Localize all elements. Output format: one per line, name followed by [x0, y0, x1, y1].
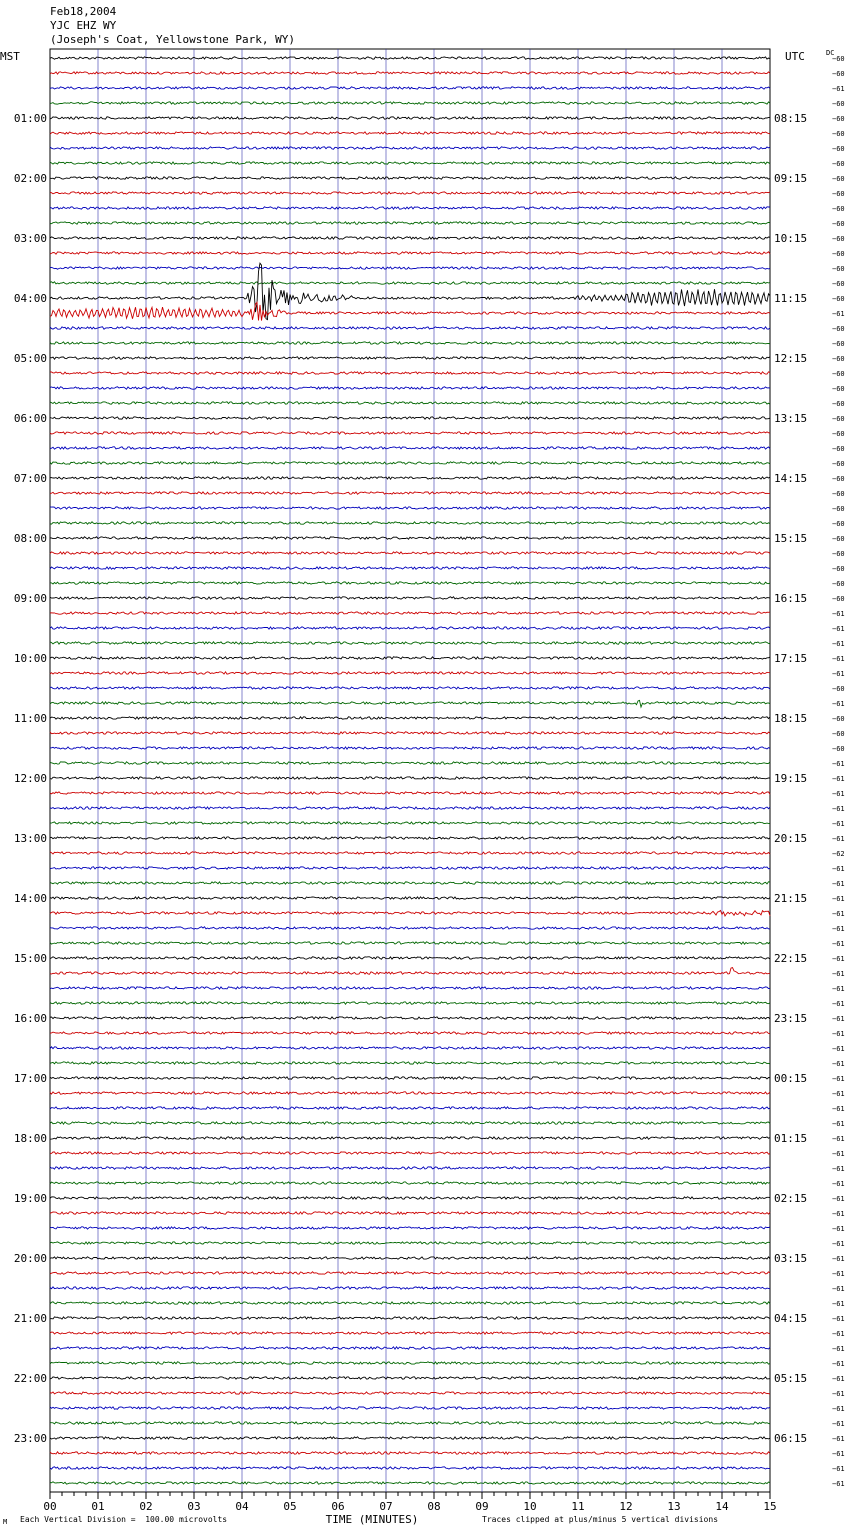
dc-offset-label: −61	[832, 970, 845, 978]
plot-frame	[50, 49, 770, 1492]
x-tick-label: 11	[571, 1500, 585, 1513]
dc-offset-label: −61	[832, 1000, 845, 1008]
trace-line	[50, 1242, 770, 1244]
hour-label-utc: 21:15	[774, 892, 808, 905]
dc-offset-label: −61	[832, 1015, 845, 1023]
trace-line	[50, 1092, 770, 1094]
trace-line	[50, 252, 770, 254]
x-tick-label: 00	[43, 1500, 57, 1513]
dc-offset-label: −62	[832, 850, 845, 858]
trace-line	[50, 1047, 770, 1049]
x-tick-label: 12	[619, 1500, 633, 1513]
x-tick-label: 10	[523, 1500, 537, 1513]
trace-line	[50, 942, 770, 944]
trace-line	[50, 1122, 770, 1124]
trace-line	[50, 882, 770, 884]
dc-offset-label: −60	[832, 370, 845, 378]
trace-line	[50, 192, 770, 194]
dc-offset-label: −61	[832, 1225, 845, 1233]
hour-label-local: 07:00	[13, 472, 47, 485]
dc-offset-label: −60	[832, 160, 845, 168]
trace-line	[50, 222, 770, 224]
trace-line	[50, 1377, 770, 1379]
trace-line	[50, 987, 770, 989]
dc-offset-label: −60	[832, 325, 845, 333]
trace-line	[50, 282, 770, 284]
dc-offset-label: −61	[832, 1405, 845, 1413]
dc-offset-label: −60	[832, 340, 845, 348]
trace-line	[50, 357, 770, 359]
dc-offset-label: −61	[832, 1450, 845, 1458]
hour-label-local: 23:00	[13, 1432, 47, 1445]
trace-line	[50, 447, 770, 449]
trace-line	[50, 1467, 770, 1469]
trace-line	[50, 1107, 770, 1109]
dc-offset-label: −60	[832, 490, 845, 498]
left-axis-title: MST	[0, 50, 20, 63]
dc-offset-label: −60	[832, 415, 845, 423]
trace-line	[50, 1032, 770, 1034]
trace-line	[50, 1407, 770, 1409]
hour-label-local: 13:00	[13, 832, 47, 845]
hour-label-local: 14:00	[13, 892, 47, 905]
trace-line	[50, 1272, 770, 1274]
dc-offset-label: −61	[832, 1030, 845, 1038]
hour-label-utc: 13:15	[774, 412, 808, 425]
trace-line	[50, 537, 770, 539]
trace-line	[50, 642, 770, 644]
hour-label-local: 18:00	[13, 1132, 47, 1145]
trace-line	[50, 342, 770, 344]
dc-offset-label: −60	[832, 355, 845, 363]
dc-offset-label: −60	[832, 130, 845, 138]
trace-line	[50, 567, 770, 569]
dc-offset-label: −61	[832, 1165, 845, 1173]
dc-offset-label: −61	[832, 835, 845, 843]
hour-label-local: 16:00	[13, 1012, 47, 1025]
dc-offset-label: −60	[832, 565, 845, 573]
trace-line	[50, 777, 770, 779]
trace-line	[50, 267, 770, 269]
dc-offset-label: −61	[832, 1330, 845, 1338]
trace-line	[50, 102, 770, 104]
hour-label-utc: 00:15	[774, 1072, 808, 1085]
dc-offset-label: −61	[832, 1105, 845, 1113]
dc-offset-label: −61	[832, 1180, 845, 1188]
hour-label-utc: 03:15	[774, 1252, 808, 1265]
dc-offset-label: −60	[832, 400, 845, 408]
dc-offset-label: −60	[832, 550, 845, 558]
dc-offset-label: −61	[832, 1120, 845, 1128]
trace-line	[50, 1452, 770, 1454]
trace-line	[50, 302, 770, 320]
trace-line	[50, 1482, 770, 1484]
hour-label-utc: 16:15	[774, 592, 808, 605]
dc-offset-label: −60	[832, 730, 845, 738]
trace-line	[50, 1167, 770, 1169]
trace-line	[50, 1362, 770, 1364]
dc-offset-label: −61	[832, 310, 845, 318]
dc-offset-label: −60	[832, 475, 845, 483]
dc-offset-label: −60	[832, 520, 845, 528]
hour-label-local: 21:00	[13, 1312, 47, 1325]
trace-line	[50, 792, 770, 794]
dc-offset-label: −61	[832, 1360, 845, 1368]
trace-line	[50, 1212, 770, 1214]
dc-offset-label: −60	[832, 745, 845, 753]
hour-label-local: 09:00	[13, 592, 47, 605]
trace-line	[50, 897, 770, 899]
dc-offset-label: −60	[832, 280, 845, 288]
trace-line	[50, 1347, 770, 1349]
dc-label: DC	[826, 49, 835, 57]
dc-offset-label: −60	[832, 70, 845, 78]
trace-line	[50, 1317, 770, 1319]
hour-label-local: 01:00	[13, 112, 47, 125]
trace-line	[50, 162, 770, 164]
dc-offset-label: −60	[832, 175, 845, 183]
trace-line	[50, 72, 770, 74]
x-tick-label: 02	[139, 1500, 153, 1513]
x-tick-label: 08	[427, 1500, 441, 1513]
trace-line	[50, 1182, 770, 1184]
trace-line	[50, 867, 770, 869]
hour-label-local: 11:00	[13, 712, 47, 725]
dc-offset-label: −61	[832, 1390, 845, 1398]
x-tick-label: 01	[91, 1500, 105, 1513]
dc-offset-label: −61	[832, 1210, 845, 1218]
dc-offset-label: −61	[832, 910, 845, 918]
trace-line	[50, 57, 770, 59]
trace-line	[50, 807, 770, 809]
trace-line	[50, 432, 770, 434]
trace-line	[50, 1227, 770, 1229]
hour-label-local: 15:00	[13, 952, 47, 965]
dc-offset-label: −61	[832, 1135, 845, 1143]
hour-label-local: 03:00	[13, 232, 47, 245]
trace-line	[50, 911, 770, 917]
dc-offset-label: −61	[832, 820, 845, 828]
dc-offset-label: −61	[832, 895, 845, 903]
trace-line	[50, 327, 770, 329]
trace-line	[50, 402, 770, 404]
trace-line	[50, 687, 770, 689]
dc-offset-label: −60	[832, 190, 845, 198]
dc-offset-label: −61	[832, 1345, 845, 1353]
dc-offset-label: −60	[832, 205, 845, 213]
trace-line	[50, 117, 770, 119]
trace-line	[50, 387, 770, 389]
hour-label-utc: 23:15	[774, 1012, 808, 1025]
dc-offset-label: −61	[832, 880, 845, 888]
trace-line	[50, 177, 770, 179]
dc-offset-label: −61	[832, 1375, 845, 1383]
trace-line	[50, 417, 770, 419]
x-tick-label: 09	[475, 1500, 489, 1513]
dc-offset-label: −60	[832, 145, 845, 153]
dc-offset-label: −61	[832, 1150, 845, 1158]
dc-offset-label: −61	[832, 1060, 845, 1068]
dc-offset-label: −60	[832, 685, 845, 693]
dc-offset-label: −61	[832, 1465, 845, 1473]
dc-offset-label: −61	[832, 1240, 845, 1248]
x-tick-label: 05	[283, 1500, 297, 1513]
trace-line	[50, 717, 770, 719]
hour-label-local: 08:00	[13, 532, 47, 545]
x-tick-label: 07	[379, 1500, 393, 1513]
dc-offset-label: −60	[832, 100, 845, 108]
dc-offset-label: −61	[832, 805, 845, 813]
hour-label-local: 12:00	[13, 772, 47, 785]
trace-line	[50, 492, 770, 494]
hour-label-local: 10:00	[13, 652, 47, 665]
hour-label-utc: 05:15	[774, 1372, 808, 1385]
dc-offset-label: −61	[832, 760, 845, 768]
dc-offset-label: −61	[832, 1420, 845, 1428]
plot-date: Feb18,2004	[50, 5, 117, 18]
trace-line	[50, 837, 770, 839]
dc-offset-label: −60	[832, 505, 845, 513]
hour-label-utc: 08:15	[774, 112, 808, 125]
hour-label-local: 22:00	[13, 1372, 47, 1385]
right-axis-title: UTC	[785, 50, 805, 63]
dc-offset-label: −61	[832, 1090, 845, 1098]
trace-line	[50, 372, 770, 374]
x-tick-label: 13	[667, 1500, 681, 1513]
trace-line	[50, 1002, 770, 1004]
dc-offset-label: −61	[832, 955, 845, 963]
dc-offset-label: −61	[832, 1315, 845, 1323]
dc-offset-label: −61	[832, 865, 845, 873]
dc-offset-label: −61	[832, 640, 845, 648]
trace-line	[50, 87, 770, 89]
dc-offset-label: −61	[832, 925, 845, 933]
trace-line	[50, 1077, 770, 1079]
dc-offset-label: −60	[832, 265, 845, 273]
hour-label-local: 06:00	[13, 412, 47, 425]
hour-label-utc: 18:15	[774, 712, 808, 725]
dc-offset-label: −60	[832, 220, 845, 228]
trace-line	[50, 462, 770, 464]
dc-offset-label: −61	[832, 1435, 845, 1443]
hour-label-local: 05:00	[13, 352, 47, 365]
dc-offset-label: −61	[832, 1285, 845, 1293]
trace-line	[50, 927, 770, 929]
hour-label-utc: 22:15	[774, 952, 808, 965]
dc-offset-label: −60	[832, 250, 845, 258]
station-location: (Joseph's Coat, Yellowstone Park, WY)	[50, 33, 296, 46]
trace-line	[50, 957, 770, 959]
x-tick-label: 03	[187, 1500, 201, 1513]
trace-line	[50, 207, 770, 209]
dc-offset-label: −61	[832, 625, 845, 633]
hour-label-utc: 19:15	[774, 772, 808, 785]
hour-label-local: 20:00	[13, 1252, 47, 1265]
hour-label-utc: 10:15	[774, 232, 808, 245]
trace-line	[50, 1257, 770, 1259]
trace-line	[50, 1137, 770, 1139]
trace-line	[50, 852, 770, 854]
hour-label-local: 04:00	[13, 292, 47, 305]
hour-label-utc: 15:15	[774, 532, 808, 545]
dc-offset-label: −61	[832, 775, 845, 783]
dc-offset-label: −61	[832, 1195, 845, 1203]
trace-line	[50, 1287, 770, 1289]
trace-line	[50, 1422, 770, 1424]
trace-line	[50, 672, 770, 674]
trace-line	[50, 552, 770, 554]
hour-label-utc: 06:15	[774, 1432, 808, 1445]
dc-offset-label: −61	[832, 1300, 845, 1308]
trace-line	[50, 477, 770, 479]
hour-label-utc: 04:15	[774, 1312, 808, 1325]
trace-line	[50, 147, 770, 149]
trace-line	[50, 1392, 770, 1394]
dc-offset-label: −60	[832, 445, 845, 453]
dc-offset-label: −60	[832, 295, 845, 303]
hour-label-utc: 11:15	[774, 292, 808, 305]
trace-line	[50, 507, 770, 509]
dc-offset-label: −61	[832, 655, 845, 663]
x-tick-label: 14	[715, 1500, 729, 1513]
trace-line	[50, 1332, 770, 1334]
hour-label-utc: 02:15	[774, 1192, 808, 1205]
trace-line	[50, 1152, 770, 1154]
corner-mark: M	[3, 1518, 8, 1526]
dc-offset-label: −61	[832, 1480, 845, 1488]
hour-label-utc: 12:15	[774, 352, 808, 365]
trace-line	[50, 1062, 770, 1064]
dc-offset-label: −61	[832, 700, 845, 708]
trace-line	[50, 968, 770, 975]
hour-label-local: 17:00	[13, 1072, 47, 1085]
dc-offset-label: −61	[832, 670, 845, 678]
dc-offset-label: −60	[832, 580, 845, 588]
dc-offset-label: −60	[832, 715, 845, 723]
dc-offset-label: −61	[832, 85, 845, 93]
dc-offset-label: −60	[832, 595, 845, 603]
hour-label-utc: 09:15	[774, 172, 808, 185]
dc-offset-label: −61	[832, 790, 845, 798]
trace-line	[50, 1302, 770, 1304]
trace-line	[50, 627, 770, 629]
trace-line	[50, 822, 770, 824]
trace-line	[50, 522, 770, 524]
trace-line	[50, 1437, 770, 1439]
dc-offset-label: −60	[832, 55, 845, 63]
dc-offset-label: −60	[832, 430, 845, 438]
trace-line	[50, 732, 770, 734]
trace-line	[50, 132, 770, 134]
trace-line	[50, 582, 770, 584]
trace-line	[50, 597, 770, 599]
dc-offset-label: −61	[832, 940, 845, 948]
dc-offset-label: −61	[832, 1255, 845, 1263]
trace-line	[50, 1197, 770, 1199]
hour-label-utc: 20:15	[774, 832, 808, 845]
x-tick-label: 15	[763, 1500, 777, 1513]
scale-note: Each Vertical Division = 100.00 microvolts	[20, 1515, 228, 1524]
dc-offset-label: −61	[832, 1075, 845, 1083]
hour-label-utc: 17:15	[774, 652, 808, 665]
dc-offset-label: −61	[832, 1270, 845, 1278]
x-tick-label: 06	[331, 1500, 345, 1513]
hour-label-local: 19:00	[13, 1192, 47, 1205]
trace-line	[50, 700, 770, 707]
x-tick-label: 04	[235, 1500, 249, 1513]
trace-line	[50, 1017, 770, 1019]
hour-label-utc: 14:15	[774, 472, 808, 485]
dc-offset-label: −60	[832, 535, 845, 543]
trace-line	[50, 762, 770, 764]
clip-note: Traces clipped at plus/minus 5 vertical divisions	[482, 1515, 719, 1524]
trace-line	[50, 657, 770, 659]
dc-offset-label: −60	[832, 235, 845, 243]
dc-offset-label: −61	[832, 610, 845, 618]
hour-label-utc: 01:15	[774, 1132, 808, 1145]
hour-label-local: 02:00	[13, 172, 47, 185]
x-axis-title: TIME (MINUTES)	[325, 1513, 419, 1526]
trace-line	[50, 747, 770, 749]
dc-offset-label: −61	[832, 1045, 845, 1053]
dc-offset-label: −61	[832, 985, 845, 993]
dc-offset-label: −60	[832, 385, 845, 393]
trace-line	[50, 237, 770, 239]
dc-offset-label: −60	[832, 115, 845, 123]
station-code: YJC EHZ WY	[50, 19, 117, 32]
dc-offset-label: −60	[832, 460, 845, 468]
trace-line	[50, 612, 770, 614]
